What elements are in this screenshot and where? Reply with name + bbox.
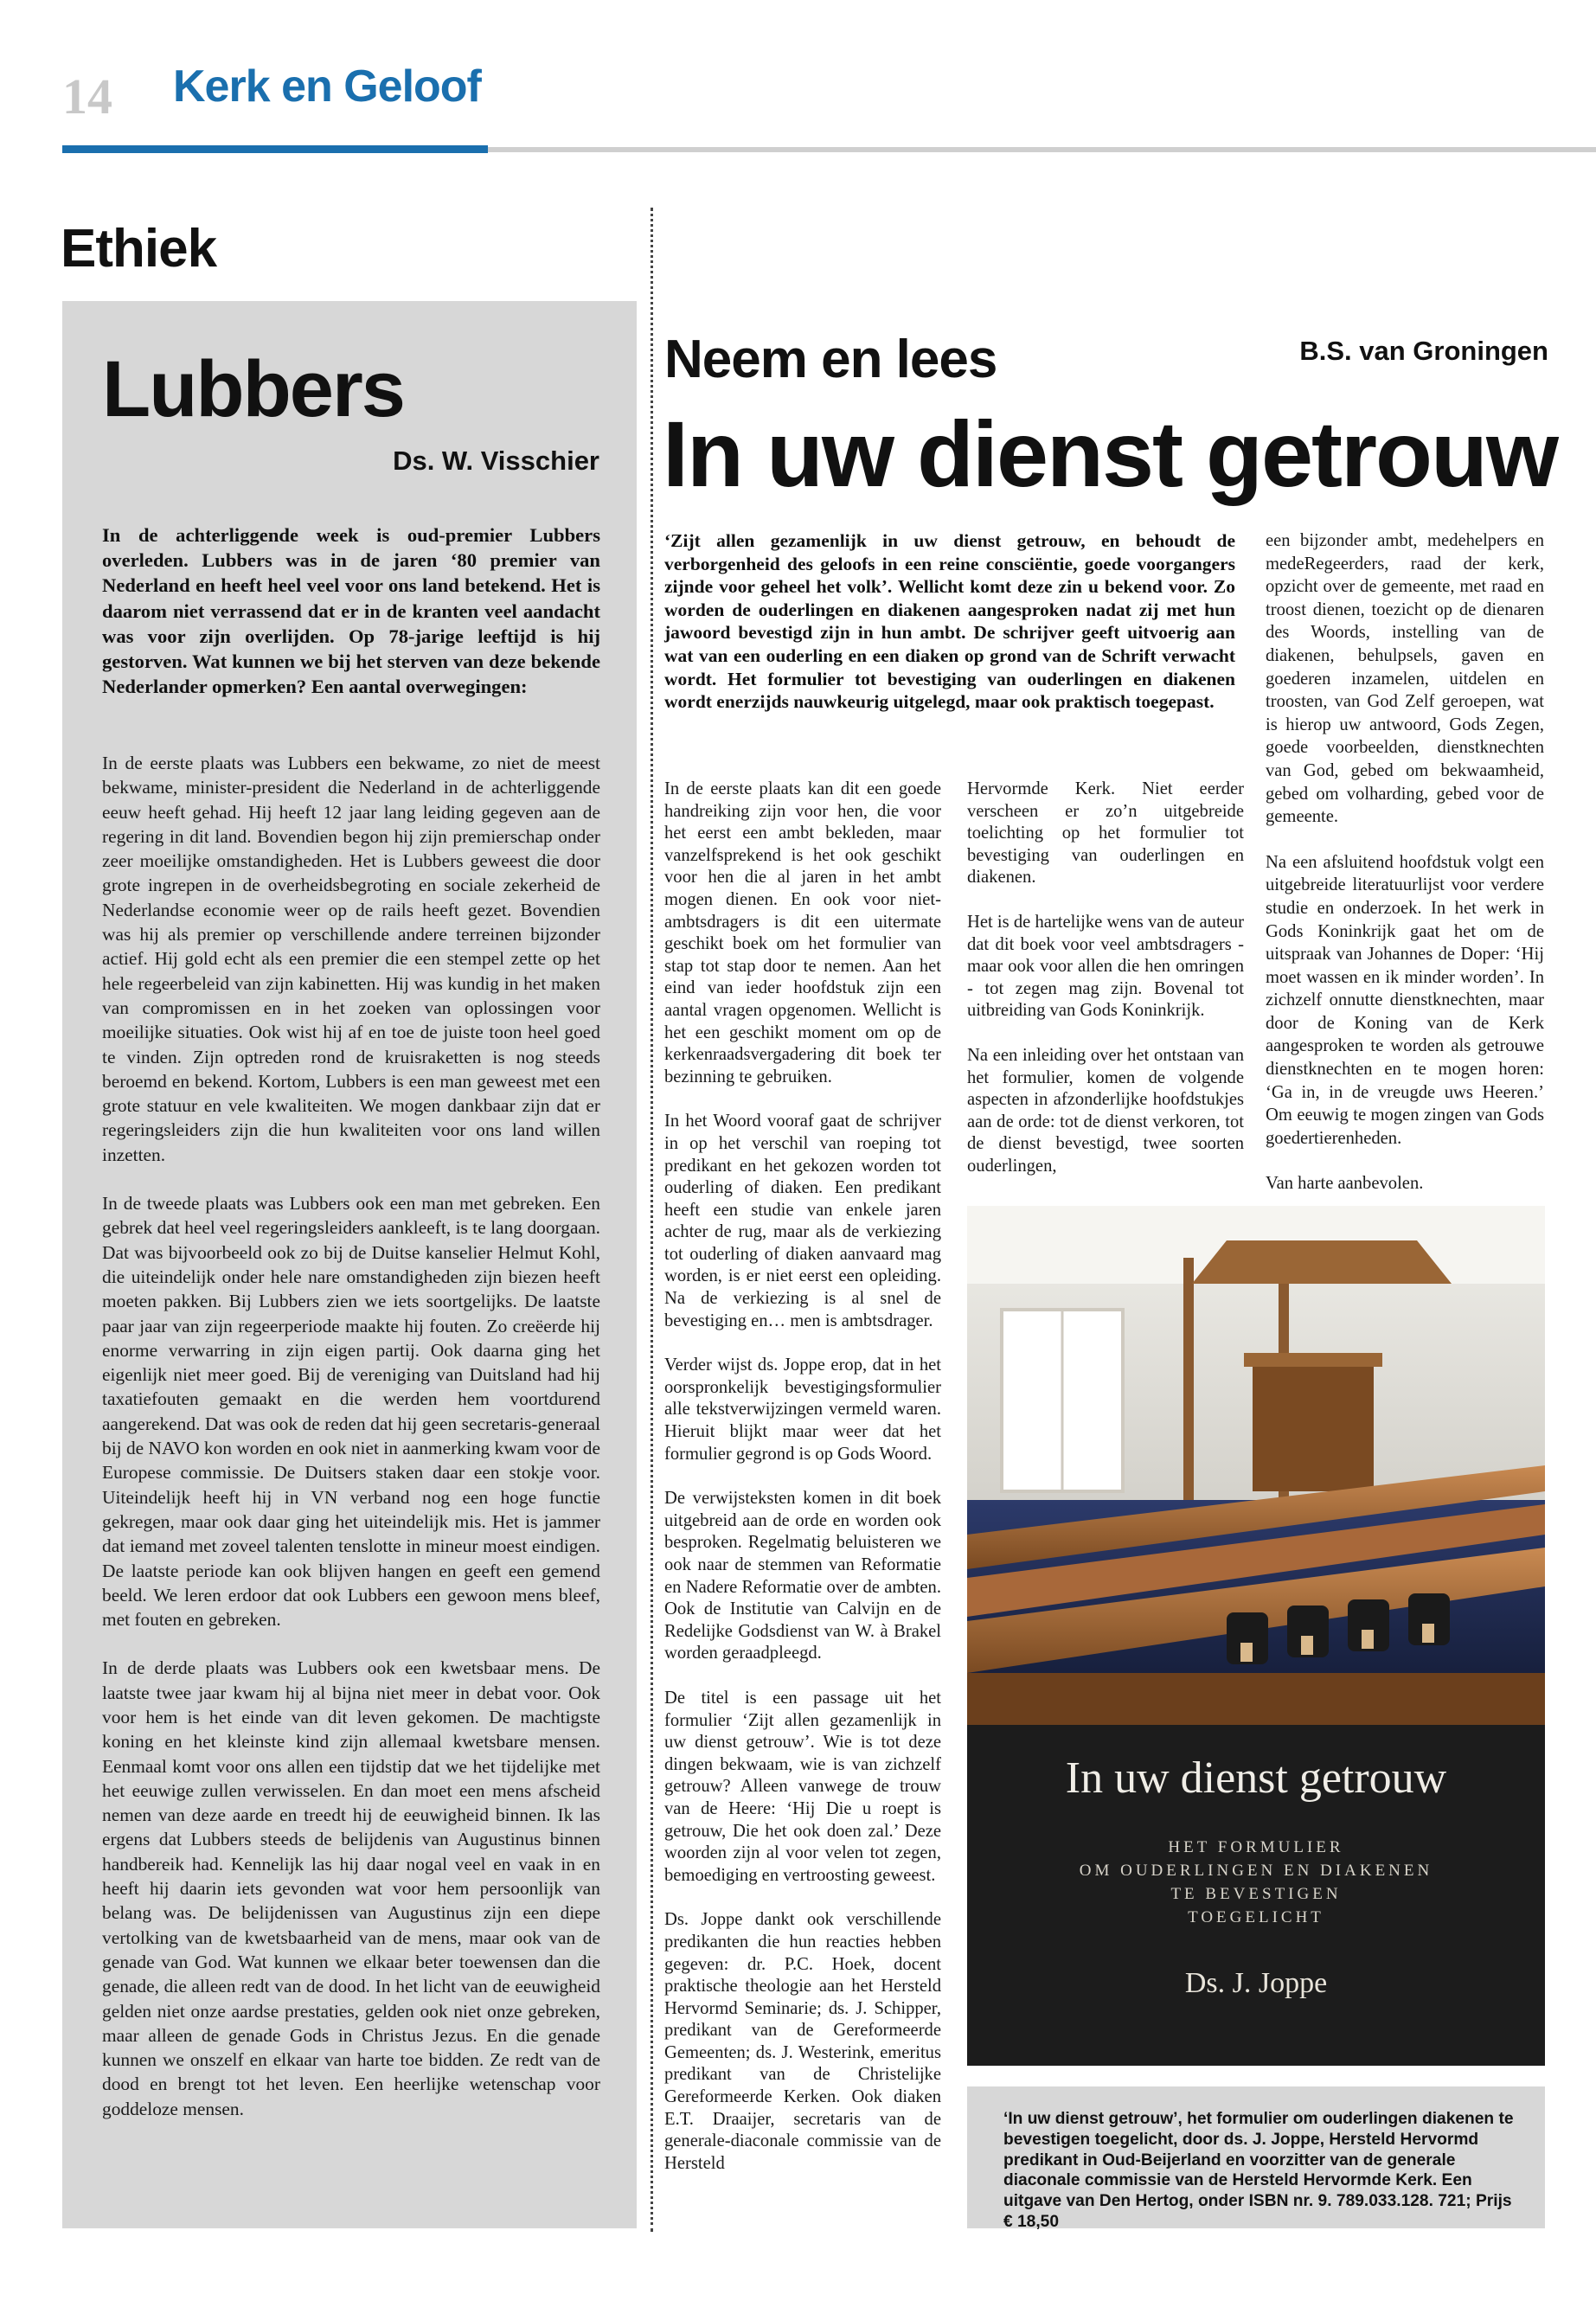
paragraph: In de derde plaats was Lubbers ook een kwetsbaar mens. De laatste twee jaar kwam hij al bijna niet meer in debat voor. Ook voor hem is het einde van dit leven gekomen. De machtigste koning en het kleinste kind zijn allemaal kwetsbare mensen. Eenmaal komt voor ons allen een tijdstip dat we het tijdelijke met het eeuwige zullen verwisselen. En dan moet een mens afscheid nemen van deze aarde en treedt hij de eeuwigheid binnen. Ik las ergens dat Lubbers steeds de belijdenis van Augustinus binnen handbereik had. Kennelijk las hij daar nogal veel en vaak in en heeft hij daarin iets gevonden wat voor hem persoonlijk van belang was. De belijdenissen van Augustinus zijn een diepe vertolking van de kwetsbaarheid van de mens, maar ook van de genade van God. Wat kunnen we elkaar beter toewensen dan die genade, die alleen redt van de dood. In het licht van de eeuwigheid gelden niet onze aardse prestaties, gelden ook niet onze gebreken, maar alleen de genade Gods in Christus Jezus. En die genade kunnen we onszelf en elkaar van harte toe bidden. Ze redt van de dood en brengt tot het leven. Een heerlijke wetenschap voor goddeloze mensen. — [102, 1657, 600, 2119]
article-lead-review: ‘Zijt allen gezamenlijk in uw dienst getrouw, en behoudt de verborgenheid des geloofs in een reine consciëntie, goede voorgangers zijnde voor geheel het volk’. Wellicht komt deze zin u bekend voor. Zo worden de ouderlingen en diakenen aangesproken nadat zij met hun jawoord bevestigd zijn in hun ambt. De schrijver geeft uitvoerig aan wat van een ouderling en een diaken op grond van de Schrift verwacht wordt. Het formulier tot bevestiging van ouderlingen en diakenen wordt enerzijds nauwkeurig uitgelegd, maar ook praktisch toegepast. — [664, 530, 1235, 713]
paragraph: Verder wijst ds. Joppe erop, dat in het oorspronkelijk bevestigingsformulier alle tekstverwijzingen vermeld waren. Hieruit blijkt maar weer dat het formulier gegrond is op Gods Woord. — [664, 1356, 941, 1464]
book-cover-image — [967, 1206, 1545, 2066]
column-kicker-neem-en-lees: Neem en lees — [664, 330, 997, 389]
paragraph: In de eerste plaats was Lubbers een bekwame, zo niet de meest bekwame, minister-president die Nederland in de achterliggende eeuw heeft gehad. Hij heeft 12 jaar lang leiding gegeven aan de regering in dit land. Bovendien begon hij zijn premierschap onder zeer moeilijke omstandigheden. Het is Lubbers geweest die door grote ingrepen in de overheidsbegroting en sociale zekerheid de Nederlandse economie weer op de rails heeft gezet. Bovendien was hij als premier op verschillende andere terreinen bijzonder actief. Hij gold echt als een premier die een stempel zette op het hele regeerbeleid van zijn kabinetten. Hij was kundig in het maken van compromissen en in het zoeken van oplossingen voor moeilijke situaties. Ook wist hij af en toe de juiste toon heel goed te vinden. Zijn optreden rond de kruisraketten is nog steeds beroemd en bekend. Kortom, Lubbers is een man geweest met een grote statuur en vele kwaliteiten. We mogen dankbaar zijn dat er regeringsleiders zijn die hun kwaliteiten voor ons land willen inzetten. — [102, 753, 600, 1165]
paragraph: een bijzonder ambt, medehelpers en medeRegeerders, raad der kerk, opzicht over de gemeente, met raad en troost dienen, toezicht op de dienaren des Woords, instelling van de diakenen, behulpsels, gaven en goederen inzamelen, uitdelen en troosten, van God Zelf geroepen, wat is hierop uw antwoord, Gods Zegen, goede voorbeelden, dienstknechten van God, gebed om bekwaamheid, gebed om volharding, gebed voor de gemeente. — [1266, 531, 1544, 827]
header-rule — [488, 147, 1596, 152]
subtitle-line: TE BEVESTIGEN — [1170, 1885, 1342, 1903]
paragraph: In het Woord vooraf gaat de schrijver in op het verschil van roeping tot predikant en het gekozen worden tot ouderling of diaken. Een predikant heeft een studie van enkele jaren achter de rug, maar als de verkiezing tot ouderling of diaken aanvaard mag worden, is er niet eerst een opleiding. Na de verkiezing is al snel de bevestiging en… men is ambtsdrager. — [664, 1112, 941, 1330]
paragraph: Het is de hartelijke wens van de auteur dat dit boek voor veel ambtsdragers - maar ook voor allen die hen omringen - tot zegen mag zijn. Bovenal tot uitbreiding van Gods Koninkrijk. — [967, 912, 1244, 1021]
book-cover-title: In uw dienst getrouw — [1065, 1753, 1447, 1803]
paragraph: In de eerste plaats kan dit een goede handreiking zijn voor hen, die voor het eerst een ambt bekleden, maar vanzelfsprekend is het ook geschikt voor hen die al jaren in het ambt mogen dienen. En ook voor niet-ambtsdragers is dit een uitermate geschikt boek om het formulier van stap tot stap door te nemen. Aan het eind van ieder hoofdstuk zijn een aantal vragen opgenomen. Wellicht is het een geschikt moment om op de kerkenraadsvergadering dit boek ter bezinning te gebruiken. — [664, 779, 941, 1086]
church-interior-photo — [967, 1206, 1545, 1725]
article-column-a — [664, 779, 941, 2197]
header-rule-accent — [62, 145, 488, 153]
article-column-c — [1266, 529, 1544, 1218]
column-divider — [651, 208, 653, 2232]
subtitle-line: TOEGELICHT — [1188, 1908, 1324, 1926]
article-column-b — [967, 779, 1244, 1201]
article-author-lubbers: Ds. W. Visschier — [393, 445, 599, 476]
paragraph: Na een inleiding over het ontstaan van het formulier, komen de volgende aspecten in afzonderlijke hoofdstukjes aan de orde: tot de dienst verkoren, tot de dienst bevestigd, twee soorten ouderlingen, — [967, 1045, 1244, 1176]
article-author-review: B.S. van Groningen — [1299, 336, 1548, 366]
paragraph: De verwijsteksten komen in dit boek uitgebreid aan de orde en worden ook besproken. Regelmatig beluisteren we ook naar de stemmen van Reformatie en Nadere Reformatie over de ambten. Ook de Institutie van Calvijn en de Redelijke Godsdienst van W. à Brakel worden geraadpleegd. — [664, 1489, 941, 1663]
page-number: 14 — [62, 68, 112, 125]
paragraph: Na een afsluitend hoofdstuk volgt een uitgebreide literatuurlijst voor verdere studie en onderzoek. In het werk in Gods Koninkrijk gaat het om de uitspraak van Johannes de Doper: ‘Hij moet wassen en ik minder worden’. In zichzelf onnutte dienstknechten, maar door de Koning van de Kerk aangesproken te worden als getrouwe dienstknechten en te mogen horen: ‘Ga in, in de vreugde uws Heeren.’ Om eeuwig te mogen zingen van Gods goedertierenheden. — [1266, 852, 1544, 1148]
section-title: Kerk en Geloof — [173, 61, 481, 112]
subtitle-line: HET FORMULIER — [1168, 1838, 1344, 1856]
subtitle-line: OM OUDERLINGEN EN DIAKENEN — [1079, 1862, 1433, 1880]
book-cover-author: Ds. J. Joppe — [1184, 1967, 1328, 1999]
article-title-review: In uw dienst getrouw — [663, 401, 1557, 506]
paragraph: Ds. Joppe dankt ook verschillende predikanten die hun reacties hebben gegeven: dr. P.C. Hoek, docent praktische theologie aan het Hersteld Hervormd Seminarie; ds. J. Schipper, predikant van de Gereformeerde Gemeenten; ds. J. Westerink, emeritus predikant van de Christelijke Gereformeerde Kerken. Ook diaken E.T. Draaijer, secretaris van de generale-diaconale commissie van de Hersteld — [664, 1910, 941, 2173]
paragraph: Van harte aanbevolen. — [1266, 1174, 1424, 1194]
paragraph: In de tweede plaats was Lubbers ook een man met gebreken. Een gebrek dat heel veel regeringsleiders aankleeft, is te lang doorgaan. Dat was bijvoorbeeld ook zo bij de Duitse kanselier Helmut Kohl, die uiteindelijk onder hele nare omstandigheden zijn biezen heeft moeten pakken. Bij Lubbers zien we iets soortgelijks. De laatste paar jaar van zijn regeerperiode maakte hij fouten. Zo creëerde hij enorme verwarring in zijn eigen partij. Ook daarna ging het eigenlijk niet meer goed. Bij de vereniging van Duitsland had hij taxatiefouten gemaakt en die werden hem voortdurend aangerekend. Dat was ook de reden dat hij geen secretaris-generaal bij de NAVO kon worden en ook niet in aanmerking kwam voor de Europese commissie. De Duitsers staken daar een stokje voor. Uiteindelijk heeft hij in VN verband nog een hoge functie gekregen, maar ook daar ging het uiteindelijk mis. Het is jammer dat iemand met zoveel talenten tenslotte in mineur moest eindigen. De laatste periode kan ook blijven hangen en geeft een gemend beeld. We leren erdoor dat ook Lubbers een gewoon mens bleef, met fouten en gebreken. — [102, 1193, 600, 1631]
column-kicker-ethiek: Ethiek — [61, 219, 217, 279]
article-body-lubbers — [102, 751, 600, 2145]
book-cover-subtitle — [967, 1836, 1545, 1929]
article-lead-lubbers: In de achterliggende week is oud-premier Lubbers overleden. Lubbers was in de jaren ‘80 premier van Nederland en heeft heel veel voor ons land betekend. Het is daarom niet verrassend dat er in de kranten veel aandacht was voor zijn overlijden. Op 78-jarige leeftijd is hij gestorven. Wat kunnen we bij het sterven van deze bekende Nederlander opmerken? Een aantal overwegingen: — [102, 524, 600, 698]
article-title-lubbers: Lubbers — [102, 345, 404, 433]
paragraph: De titel is een passage uit het formulier ‘Zijt allen gezamenlijk in uw dienst getrouw’. Wie is tot deze dingen bekwaam, wie is van zichzelf getrouw? Alleen vanwege de trouw van de Heere: ‘Hij Die u roept is getrouw, Die het ook doen zal.’ Deze woorden zijn al voor velen tot zegen, bemoediging en vertroosting geweest. — [664, 1688, 941, 1885]
book-caption: ‘In uw dienst getrouw’, het formulier om ouderlingen diakenen te bevestigen toegelicht, door ds. J. Joppe, Hersteld Hervormd predikant in Oud-Beijerland en voorzitter van de generale diaconale commissie van de Hersteld Hervormde Kerk. Een uitgave van Den Hertog, onder ISBN nr. 9. 789.033.128. 721; Prijs € 18,50 — [1003, 2110, 1514, 2231]
paragraph: Hervormde Kerk. Niet eerder verscheen er zo’n uitgebreide toelichting op het formulier tot bevestiging van ouderlingen en diakenen. — [967, 779, 1244, 888]
